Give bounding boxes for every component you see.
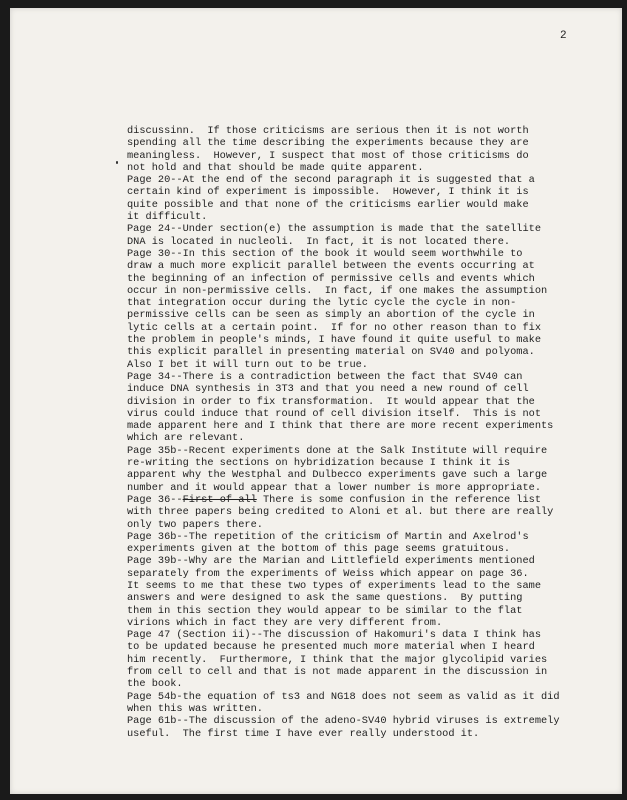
text-line: occur in non-permissive cells. In fact, if one makes the assumption bbox=[127, 284, 548, 297]
text-line: Page 30--In this section of the book it would seem worthwhile to bbox=[127, 247, 523, 260]
text-line: Page 61b--The discussion of the adeno-SV40 hybrid viruses is extremely bbox=[127, 715, 560, 728]
text-line: when this was written. bbox=[127, 702, 263, 715]
text-line: induce DNA synthesis in 3T3 and that you need a new round of cell bbox=[127, 383, 529, 396]
text-line: certain kind of experiment is impossible. However, I think it is bbox=[127, 186, 529, 199]
text-line-with-strikeout: Page 36--First of all There is some confusion in the reference list bbox=[127, 493, 542, 506]
text-line: it difficult. bbox=[127, 211, 208, 224]
text-line: made apparent here and I think that there are more recent experiments bbox=[127, 420, 554, 433]
text-line: Page 34--There is a contradiction between the fact that SV40 can bbox=[127, 370, 523, 383]
text-line: from cell to cell and that is not made apparent in the discussion in bbox=[127, 666, 548, 679]
text-line: meaningless. However, I suspect that most of those criticisms do bbox=[127, 149, 529, 162]
text-line: that integration occur during the lytic cycle the cycle in non- bbox=[127, 297, 517, 310]
text-line: which are relevant. bbox=[127, 432, 245, 445]
text-line: draw a much more explicit parallel between the events occurring at bbox=[127, 260, 535, 273]
text-line: the book. bbox=[127, 678, 183, 691]
text-line: the problem in people's minds, I have found it quite useful to make bbox=[127, 334, 542, 347]
text-line: experiments given at the bottom of this page seems gratuitous. bbox=[127, 543, 511, 556]
text-line: this explicit parallel in presenting material on SV40 and polyoma. bbox=[127, 346, 535, 359]
text-line: Page 39b--Why are the Marian and Littlefield experiments mentioned bbox=[127, 555, 535, 568]
text-line: virus could induce that round of cell division itself. This is not bbox=[127, 407, 542, 420]
text-line: answers and were designed to ask the same questions. By putting bbox=[127, 592, 523, 605]
text-line: Page 47 (Section ii)--The discussion of Hakomuri's data I think has bbox=[127, 629, 542, 642]
text-line: only two papers there. bbox=[127, 518, 263, 531]
page-number: 2 bbox=[560, 30, 568, 42]
text-line: spending all the time describing the experiments because they are bbox=[127, 137, 529, 150]
margin-mark bbox=[116, 161, 118, 164]
text-line: re-writing the sections on hybridization because I think it is bbox=[127, 457, 511, 470]
text-line: permissive cells can be seen as simply an abortion of the cycle in bbox=[127, 309, 535, 322]
text-line: apparent why the Westphal and Dulbecco experiments gave such a large bbox=[127, 469, 548, 482]
text-line: division in order to fix transformation. It would appear that the bbox=[127, 395, 535, 408]
struck-text: First of all bbox=[182, 493, 257, 506]
document-page bbox=[10, 8, 622, 794]
text-line: the beginning of an infection of permissive cells and events which bbox=[127, 272, 535, 285]
text-line: virions which in fact they are very different from. bbox=[127, 616, 443, 629]
text-line: Page 24--Under section(e) the assumption is made that the satellite bbox=[127, 223, 542, 236]
text-line: useful. The first time I have ever really understood it. bbox=[127, 727, 480, 740]
text-line: not hold and that should be made quite apparent. bbox=[127, 161, 424, 174]
letter-body bbox=[127, 125, 567, 740]
text-line: number and it would appear that a lower number is more appropriate. bbox=[127, 481, 542, 494]
text-line: discussinn. If those criticisms are serious then it is not worth bbox=[127, 125, 529, 137]
text-line: them in this section they would appear to be similar to the flat bbox=[127, 604, 523, 617]
text-line: Also I bet it will turn out to be true. bbox=[127, 358, 368, 371]
text-line: with three papers being credited to Aloni et al. but there are really bbox=[127, 506, 554, 519]
text-line: quite possible and that none of the criticisms earlier would make bbox=[127, 198, 529, 211]
text-line: to be updated because he presented much more material when I heard bbox=[127, 641, 535, 654]
text-line: It seems to me that these two types of experiments lead to the same bbox=[127, 579, 542, 592]
text-line: Page 36b--The repetition of the criticism of Martin and Axelrod's bbox=[127, 530, 529, 543]
text-line: DNA is located in nucleoli. In fact, it is not located there. bbox=[127, 235, 511, 248]
text-line: Page 54b-the equation of ts3 and NG18 does not seem as valid as it did bbox=[127, 690, 560, 703]
text-line: separately from the experiments of Weiss which appear on page 36. bbox=[127, 567, 529, 580]
text-line: Page 35b--Recent experiments done at the Salk Institute will require bbox=[127, 444, 548, 457]
text-line: Page 20--At the end of the second paragraph it is suggested that a bbox=[127, 174, 535, 187]
text-line: lytic cells at a certain point. If for no other reason than to fix bbox=[127, 321, 542, 334]
text-line: him recently. Furthermore, I think that the major glycolipid varies bbox=[127, 653, 548, 666]
